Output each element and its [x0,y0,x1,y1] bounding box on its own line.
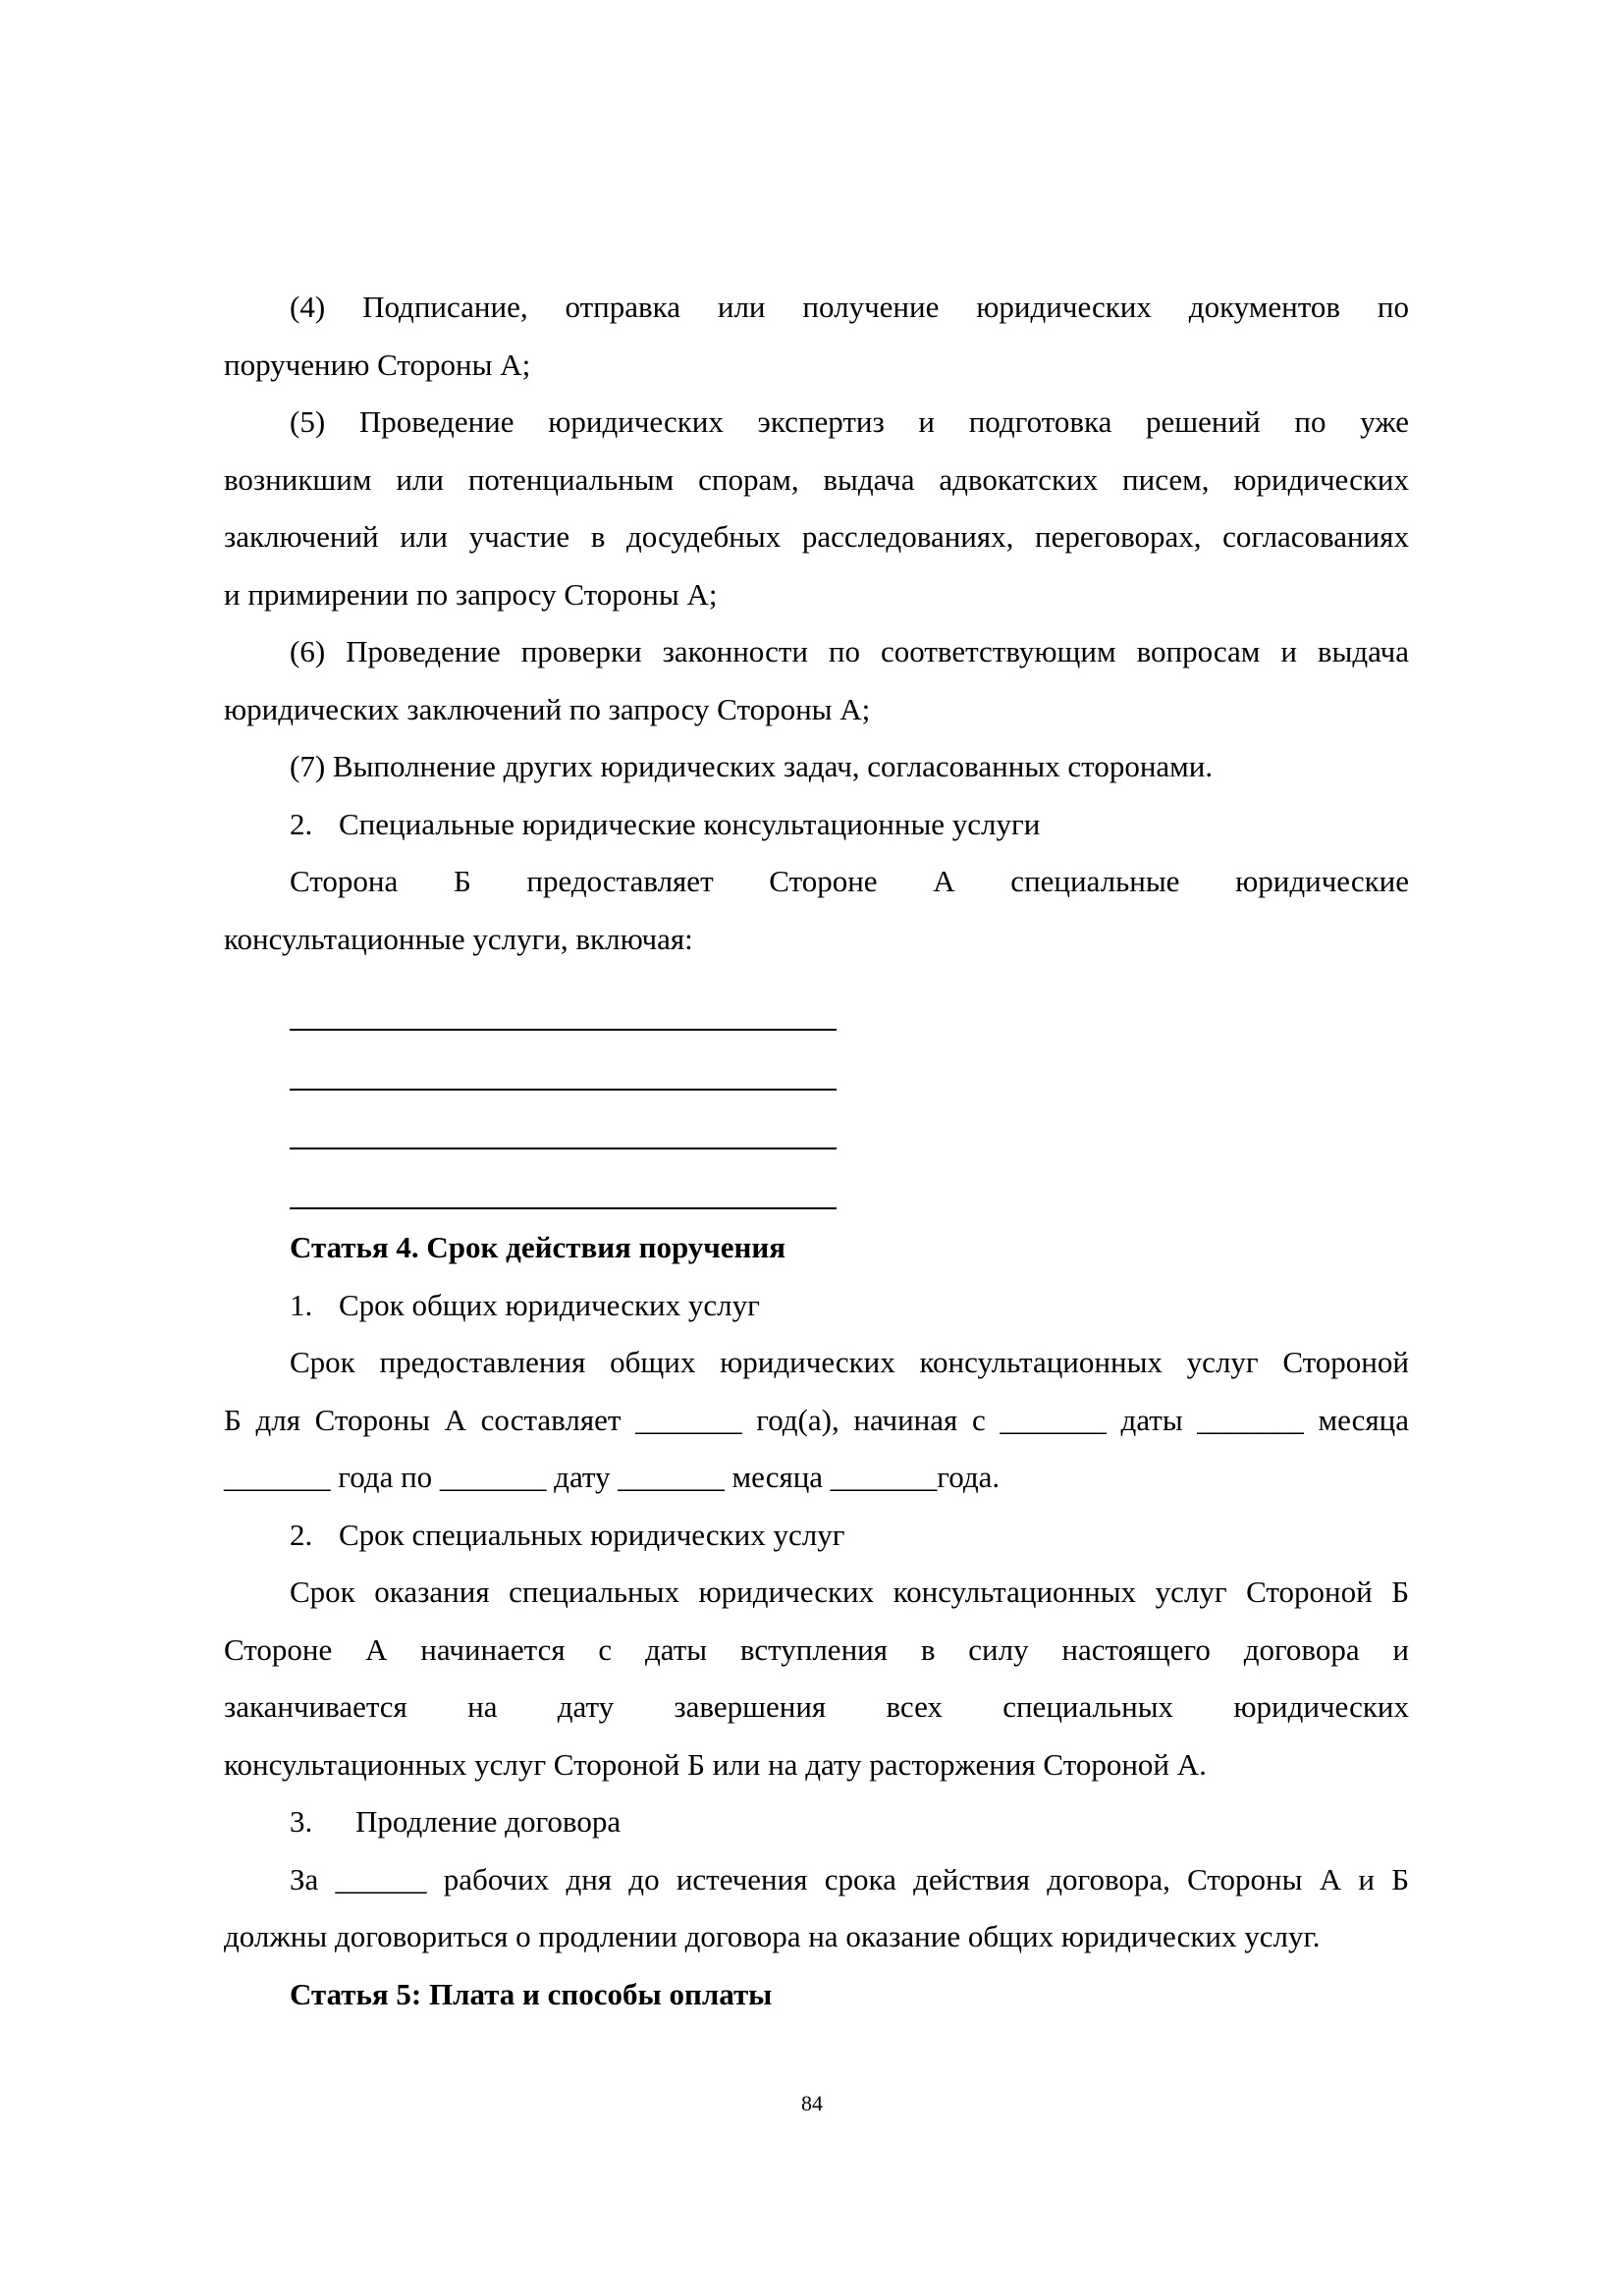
fill-in-line [290,1158,837,1209]
paragraph [224,796,1409,854]
paragraph: и примирении по запросу Стороны А; [224,576,718,612]
fill-in-line [290,1098,837,1149]
paragraph: _______ года по _______ дату _______ месяца _______года. [224,1460,1001,1494]
item-number: (5) [290,404,326,439]
paragraph: За ______ рабочих дня до истечения срока действия договора, Стороны А и Б [290,1861,1409,1896]
item-number: 3. [290,1804,313,1839]
paragraph [224,279,1409,337]
paragraph [224,394,1409,452]
paragraph-text: Подписание, отправка или получение юридических документов по [362,290,1410,324]
item-number: 1. [290,1287,313,1322]
fill-in-line [290,980,837,1031]
section-title: Специальные юридические консультационные услуги [339,806,1041,841]
paragraph: возникшим или потенциальным спорам, выдача адвокатских писем, юридических [224,461,1409,497]
article-heading [224,1219,1409,1277]
item-number: (4) [290,290,326,324]
paragraph: Б для Стороны А составляет _______ год(а), начиная с _______ даты _______ месяца [224,1402,1409,1437]
fill-in-line [290,1040,837,1091]
section-title: Срок общих юридических услуг [339,1287,760,1322]
section-title: Срок специальных юридических услуг [339,1517,845,1552]
paragraph [224,1507,1409,1565]
paragraph: Срок оказания специальных юридических консультационных услуг Стороной Б [290,1575,1409,1609]
item-number: 2. [290,806,313,841]
paragraph: консультационные услуги, включая: [224,921,693,956]
paragraph: консультационных услуг Стороной Б или на дату расторжения Стороной А. [224,1746,1207,1782]
section-title: Продление договора [355,1804,622,1839]
paragraph: Стороне А начинается с даты вступления в силу настоящего договора и [224,1631,1409,1667]
paragraph: заключений или участие в досудебных расследованиях, переговорах, согласованиях [224,519,1409,554]
item-number: 2. [290,1517,313,1552]
paragraph [224,1277,1409,1335]
paragraph: юридических заключений по запросу Стороны А; [224,691,871,726]
paragraph: заканчивается на дату завершения всех специальных юридических [224,1689,1409,1724]
paragraph: (7) Выполнение других юридических задач, согласованных сторонами. [290,749,1214,783]
page-number: 84 [801,2091,823,2115]
article-title: Статья 4. Срок действия поручения [290,1230,786,1264]
paragraph-text: Проведение юридических экспертиз и подготовка решений по уже [358,404,1409,439]
article-title: Статья 5: Плата и способы оплаты [290,1976,773,2011]
paragraph [224,1793,1409,1851]
paragraph: Срок предоставления общих юридических консультационных услуг Стороной [290,1345,1409,1379]
paragraph: поручению Стороны А; [224,347,531,382]
paragraph: должны договориться о продлении договора на оказание общих юридических услуг. [224,1919,1321,1953]
page-content [224,279,1409,2023]
paragraph: (6) Проведение проверки законности по соответствующим вопросам и выдача [290,634,1409,668]
paragraph: Сторона Б предоставляет Стороне А специальные юридические [290,864,1409,898]
article-heading [224,1966,1409,2024]
